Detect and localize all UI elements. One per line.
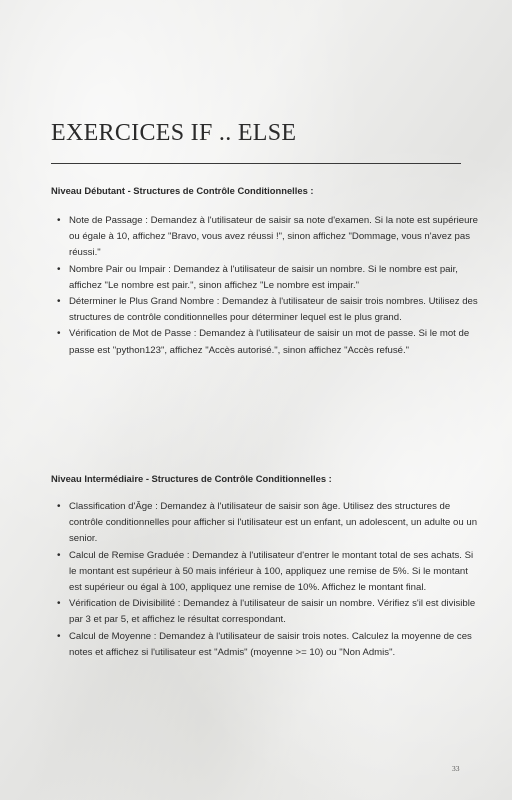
section-heading-intermediate: Niveau Intermédiaire - Structures de Contrôle Conditionnelles :	[51, 473, 332, 484]
list-item: • Déterminer le Plus Grand Nombre : Demandez à l'utilisateur de saisir trois nombres. Utilisez des structures de contrôle conditionnelles pour déterminer lequel est le plus grand.	[69, 294, 479, 326]
list-item: • Note de Passage : Demandez à l'utilisateur de saisir sa note d'examen. Si la note est supérieure ou égale à 10, affichez "Bravo, vous avez réussi !", sinon affichez "Dommage, vous n'avez pas réussi."	[69, 213, 479, 262]
list-item: • Calcul de Remise Graduée : Demandez à l'utilisateur d'entrer le montant total de ses achats. Si le montant est supérieur à 50 mais inférieur à 100, appliquez une remise de 5%. Si le montant est supérieur ou égal à 100, appliquez une remise de 10%. Affichez le montant final.	[69, 548, 479, 597]
title-divider	[51, 163, 461, 164]
list-item: • Calcul de Moyenne : Demandez à l'utilisateur de saisir trois notes. Calculez la moyenne de ces notes et affichez si l'utilisateur est "Admis" (moyenne >= 10) ou "Non Admis".	[69, 629, 479, 661]
list-item: • Nombre Pair ou Impair : Demandez à l'utilisateur de saisir un nombre. Si le nombre est pair, affichez "Le nombre est pair.", sinon affichez "Le nombre est impair."	[69, 262, 479, 294]
list-item: • Vérification de Mot de Passe : Demandez à l'utilisateur de saisir un mot de passe. Si le mot de passe est "python123", affichez "Accès autorisé.", sinon affichez "Accès refusé."	[69, 326, 479, 358]
list-item: • Classification d'Âge : Demandez à l'utilisateur de saisir son âge. Utilisez des structures de contrôle conditionnelles pour afficher si l'utilisateur est un enfant, un adolescent, un adulte ou un senior.	[69, 499, 479, 548]
section-heading-beginner: Niveau Débutant - Structures de Contrôle Conditionnelles :	[51, 185, 314, 196]
list-item: • Vérification de Divisibilité : Demandez à l'utilisateur de saisir un nombre. Vérifiez s'il est divisible par 3 et par 5, et affichez le résultat correspondant.	[69, 596, 479, 628]
page-number: 33	[452, 764, 460, 773]
intermediate-exercise-list	[51, 499, 479, 661]
beginner-exercise-list	[51, 213, 479, 359]
page-title: EXERCICES IF .. ELSE	[51, 120, 297, 146]
